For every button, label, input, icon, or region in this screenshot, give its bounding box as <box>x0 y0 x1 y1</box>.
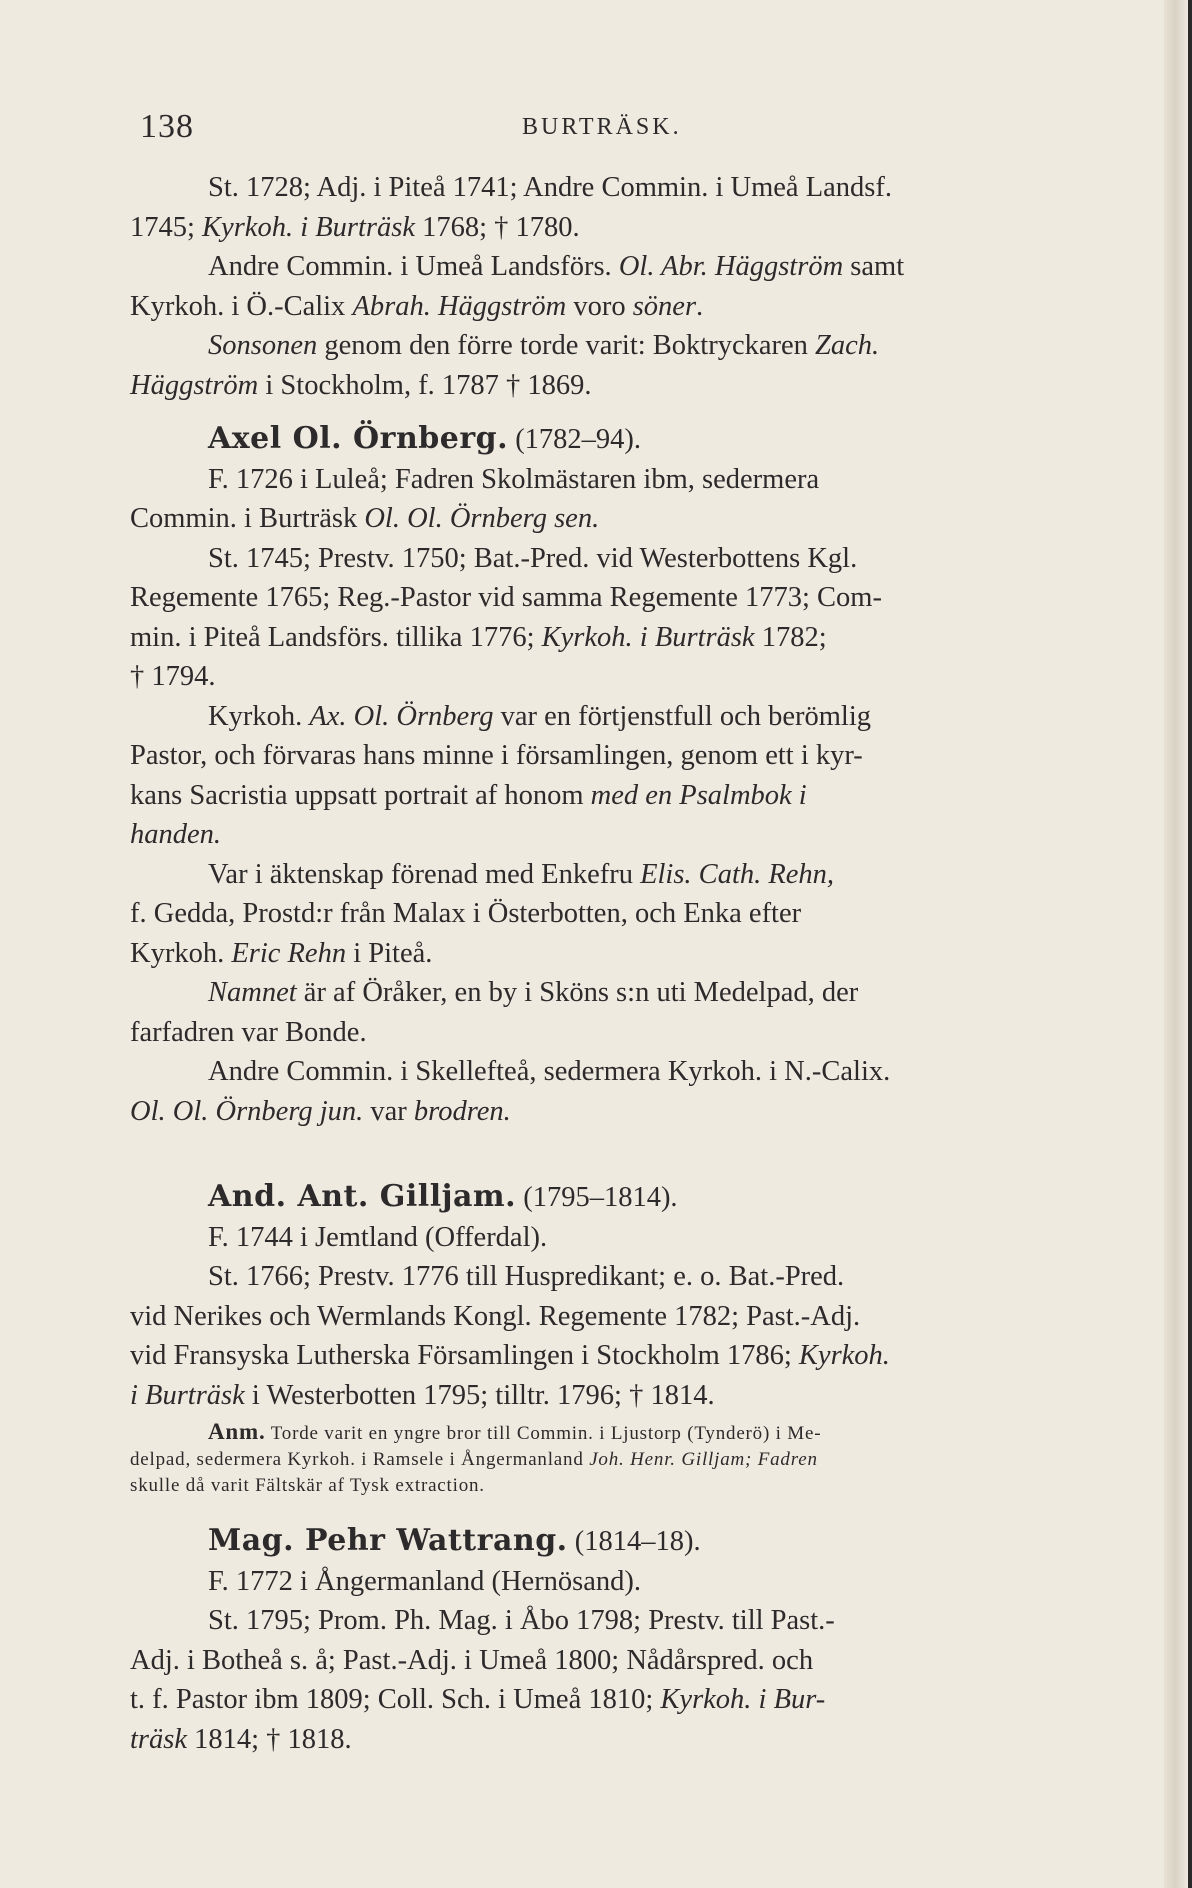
text-line: St. 1745; Prestv. 1750; Bat.-Pred. vid Westerbottens Kgl. <box>208 542 858 574</box>
running-head: BURTRÄSK. <box>522 114 682 140</box>
text-line: farfadren var Bonde. <box>130 1016 367 1048</box>
text-line: Andre Commin. i Umeå Landsförs. Ol. Abr. Häggström samt <box>208 251 905 282</box>
text-line: Var i äktenskap förenad med Enkefru Elis. Cath. Rehn, <box>208 858 835 890</box>
text-line: Adj. i Botheå s. å; Past.-Adj. i Umeå 1800; Nådårspred. och <box>130 1644 814 1676</box>
text-line: St. 1766; Prestv. 1776 till Huspredikant; e. o. Bat.-Pred. <box>208 1261 845 1292</box>
text-line: f. Gedda, Prostd:r från Malax i Österbotten, och Enka efter <box>130 898 802 929</box>
text-line: vid Fransyska Lutherska Församlingen i Stockholm 1786; Kyrkoh. <box>130 1340 890 1371</box>
text-line: St. 1795; Prom. Ph. Mag. i Åbo 1798; Prestv. till Past.- <box>208 1605 835 1636</box>
text-line: Ol. Ol. Örnberg jun. var brodren. <box>130 1095 511 1127</box>
entry-name: And. Ant. Gilljam. <box>208 1179 517 1214</box>
entry-wattrang <box>130 1521 1060 1759</box>
intro-block <box>130 168 1060 405</box>
text-line: † 1794. <box>130 661 216 692</box>
text-line: F. 1726 i Luleå; Fadren Skolmästaren ibm, sedermera <box>208 463 820 495</box>
text-line: Pastor, och förvaras hans minne i församlingen, genom ett i kyr- <box>130 740 863 771</box>
text-line: Häggström i Stockholm, f. 1787 † 1869. <box>130 369 592 401</box>
text-line: Kyrkoh. i Ö.-Calix Abrah. Häggström voro söner. <box>130 290 704 322</box>
page-content <box>130 168 1060 1759</box>
text-line: F. 1772 i Ångermanland (Hernösand). <box>208 1565 642 1597</box>
note-line: skulle då varit Fältskär af Tysk extraction. <box>130 1475 485 1496</box>
text-line: min. i Piteå Landsförs. tillika 1776; Kyrkoh. i Burträsk 1782; <box>130 621 827 653</box>
text-line: träsk 1814; † 1818. <box>130 1723 352 1755</box>
text-line: Commin. i Burträsk Ol. Ol. Örnberg sen. <box>130 503 600 534</box>
text-line: 1745; Kyrkoh. i Burträsk 1768; † 1780. <box>130 211 580 243</box>
note-label: Anm. <box>208 1419 266 1444</box>
entry-heading <box>130 419 1060 460</box>
text-line: Namnet är af Öråker, en by i Sköns s:n uti Medelpad, der <box>208 977 859 1008</box>
entry-name: Mag. Pehr Wattrang. <box>208 1523 568 1558</box>
entry-years: (1782–94). <box>508 424 642 455</box>
entry-years: (1795–1814). <box>516 1182 678 1213</box>
text-line: handen. <box>130 819 222 850</box>
text-line: St. 1728; Adj. i Piteå 1741; Andre Commin. i Umeå Landsf. <box>208 172 892 203</box>
text-line: Kyrkoh. Ax. Ol. Örnberg var en förtjenstfull och berömlig <box>208 700 872 732</box>
text-line: Kyrkoh. Eric Rehn i Piteå. <box>130 937 433 969</box>
note-line: delpad, sedermera Kyrkoh. i Ramsele i Ångermanland Joh. Henr. Gilljam; Fadren <box>130 1449 818 1470</box>
text-line: Andre Commin. i Skellefteå, sedermera Kyrkoh. i N.-Calix. <box>208 1056 891 1087</box>
text-line: F. 1744 i Jemtland (Offerdal). <box>208 1221 548 1253</box>
text-line: vid Nerikes och Wermlands Kongl. Regemente 1782; Past.-Adj. <box>130 1300 861 1332</box>
entry-name: Axel Ol. Örnberg. <box>208 421 509 456</box>
page-number: 138 <box>140 108 194 145</box>
page-edge <box>1188 0 1192 1888</box>
text-line: Sonsonen genom den förre torde varit: Boktryckaren Zach. <box>208 330 880 361</box>
text-line: kans Sacristia uppsatt portrait af honom med en Psalmbok i <box>130 779 807 811</box>
entry-gilljam <box>130 1177 1060 1499</box>
entry-heading <box>130 1177 1060 1218</box>
entry-years: (1814–18). <box>567 1526 701 1557</box>
page-header <box>140 108 1060 156</box>
text-line: i Burträsk i Westerbotten 1795; tilltr. 1796; † 1814. <box>130 1379 715 1411</box>
text-line: t. f. Pastor ibm 1809; Coll. Sch. i Umeå 1810; Kyrkoh. i Bur- <box>130 1684 826 1715</box>
note-line: Anm. Torde varit en yngre bror till Commin. i Ljustorp (Tynderö) i Me- <box>208 1419 822 1444</box>
text-line: Regemente 1765; Reg.-Pastor vid samma Regemente 1773; Com- <box>130 582 882 613</box>
entry-ornberg <box>130 419 1060 1131</box>
footnote <box>130 1419 1060 1499</box>
entry-heading <box>130 1521 1060 1562</box>
